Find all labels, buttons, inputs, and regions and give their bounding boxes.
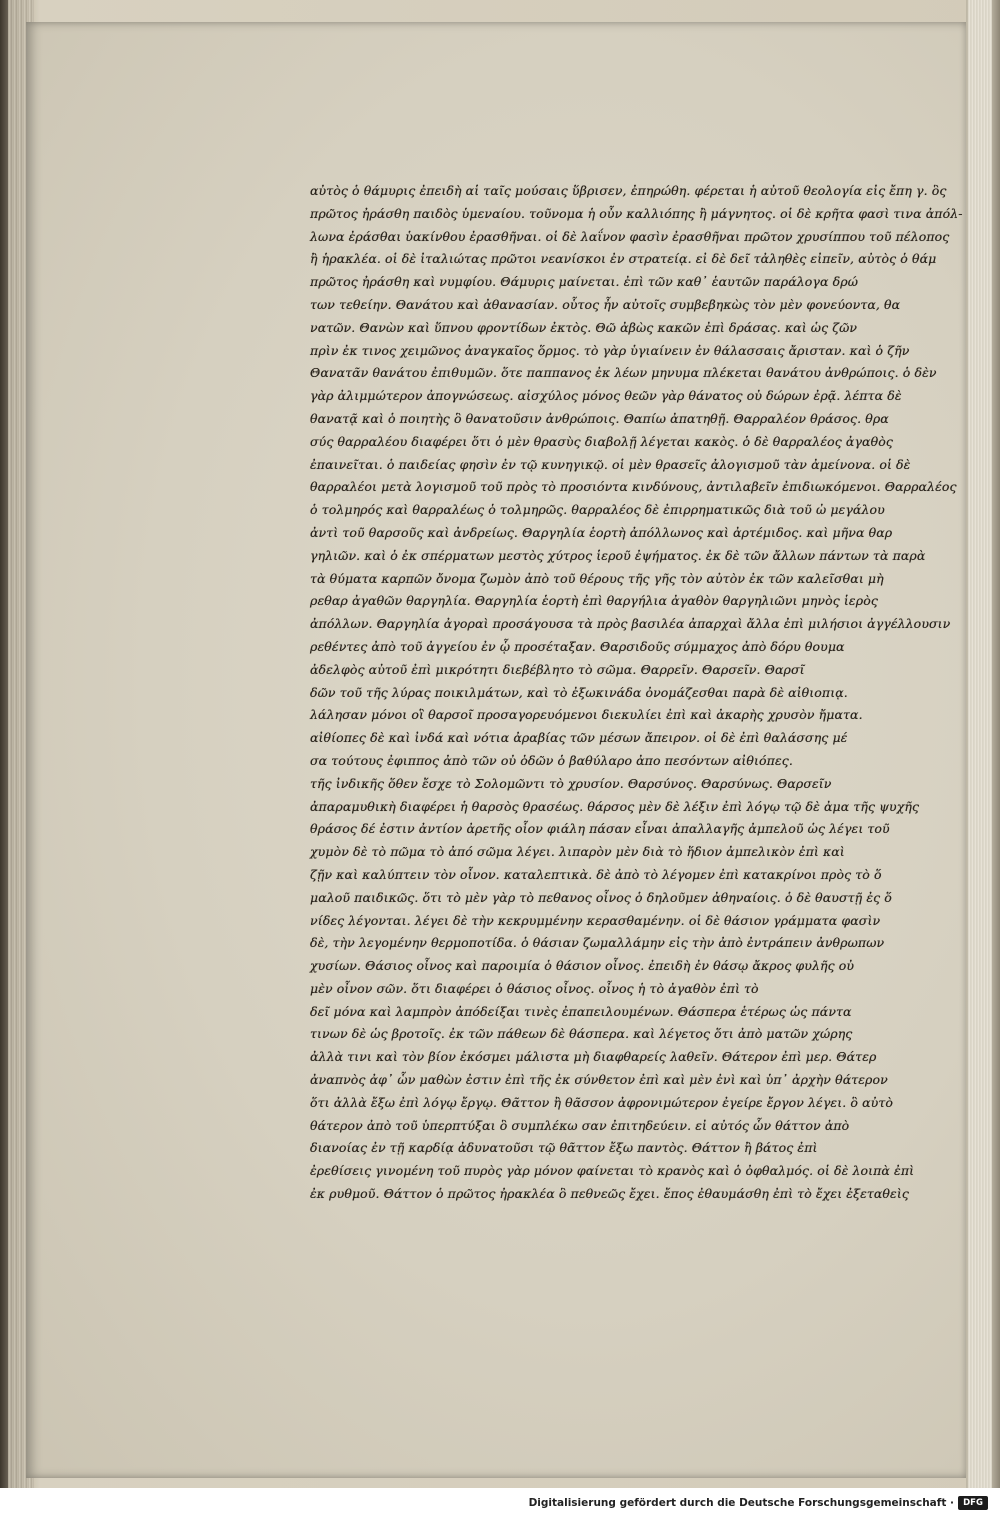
text-line: ζῇν καὶ καλύπτειν τὸν οἶνον. καταλεπτικὰ. δὲ ἀπὸ τὸ λέγομεν ἐπὶ κατακρίνοι πρὸς τὸ ὅ (310, 866, 882, 882)
text-line: αὐτὸς ὁ θάμυρις ἐπειδὴ αἱ ταῖς μούσαις ὕβρισεν, ἐπηρώθη. φέρεται ἡ αὐτοῦ θεολογία εἰς ἔπη γ. ὃς (310, 183, 947, 198)
text-line: διανοίας ἐν τῇ καρδίᾳ ἀδυνατοῦσι τῷ θᾶττον ἔξω παντὸς. Θάττον ἢ βάτος ἐπὶ (310, 1140, 818, 1156)
text-line: δεῖ μόνα καὶ λαμπρὸν ἀπόδείξαι τινὲς ἐπαπειλουμένων. Θάσπερα ἑτέρως ὡς πάντα (310, 1003, 852, 1019)
text-line: γὰρ ἀλιμμώτερον ἀπογνώσεως. αἰσχύλος μόνος θεῶν γὰρ θάνατος οὐ δώρων ἐρᾷ. λέπτα δὲ (310, 388, 902, 404)
text-line: αἰθίοπες δὲ καὶ ἰνδά καὶ νότια ἀραβίας τῶν μέσων ἄπειρον. οἱ δὲ ἐπὶ θαλάσσης μέ (310, 730, 848, 746)
text-line: πρῶτος ἠράσθη καὶ νυμφίου. Θάμυρις μαίνεται. ἐπὶ τῶν καθ᾽ ἑαυτῶν παράλογα δρώ (310, 274, 858, 290)
greek-text-column (310, 180, 963, 1202)
footer-bar (0, 1488, 1000, 1518)
dfg-logo (958, 1496, 988, 1510)
text-line: ἐπαινεῖται. ὁ παιδείας φησὶν ἐν τῷ κυνηγικῷ. οἱ μὲν θρασεῖς ἀλογισμοῦ τὰν ἀμείνονα. οἱ δὲ (310, 456, 911, 472)
text-line: μὲν οἶνον σῶν. ὅτι διαφέρει ὁ θάσιος οἶνος. οἶνος ἡ τὸ ἀγαθὸν ἐπὶ τὸ (310, 980, 759, 996)
text-line: σα τούτους ἐφιππος ἀπὸ τῶν οὐ ὁδῶν ὁ βαθύλαρο ἀπο πεσόντων αἰθιόπες. (310, 752, 793, 768)
text-line: ὅτι ἀλλὰ ἔξω ἐπὶ λόγῳ ἔργῳ. Θᾶττον ἢ θᾶσσον ἀφρονιμώτερον ἐγείρε ἔργον λέγει. ὃ αὐτὸ (310, 1094, 893, 1110)
text-line: γηλιῶν. καὶ ὁ ἐκ σπέρματων μεστὸς χύτρος ἱεροῦ ἐψήματος. ἐκ δὲ τῶν ἄλλων πάντων τὰ παρὰ (310, 547, 926, 563)
text-line: ἀδελφὸς αὐτοῦ ἐπὶ μικρότητι διεβέβλητο τὸ σῶμα. Θαρρεῖν. Θαρσεῖν. Θαρσῖ (310, 661, 805, 677)
footer-credit: Digitalisierung gefördert durch die Deutsche Forschungsgemeinschaft · (528, 1497, 954, 1509)
text-line: τὰ θύματα καρπῶν ὄνομα ζωμὸν ἀπὸ τοῦ θέρους τῆς γῆς τὸν αὐτὸν ἐκ τῶν καλεῖσθαι μὴ (310, 570, 884, 586)
text-line: Θανατᾶν θανάτου ἐπιθυμῶν. ὅτε παππανος ἐκ λέων μηνυμα πλέκεται θανάτου ἀνθρώποις. ὁ δὲν (310, 365, 937, 381)
text-line: νατῶν. Θανὼν καὶ ὕπνου φροντίδων ἐκτὸς. Θῶ ἀβὼς κακῶν ἐπὶ δράσας. καὶ ὡς ζῶν (310, 319, 858, 335)
text-line: θάτερον ἀπὸ τοῦ ὑπερπτύξαι ὃ συμπλέκω σαν ἐπιτηδεύειν. εἰ αὐτός ὧν θάττον ἀπὸ (310, 1117, 850, 1133)
text-line: θράσος δέ ἐστιν ἀντίον ἀρετῆς οἷον φιάλη πάσαν εἶναι ἀπαλλαγῆς ἀμπελοῦ ὡς λέγει τοῦ (310, 821, 890, 837)
text-line: ἀντὶ τοῦ θαρσοῦς καὶ ἀνδρείως. Θαργηλία ἑορτὴ ἀπόλλωνος καὶ ἀρτέμιδος. καὶ μῆνα θαρ (310, 524, 893, 540)
text-line: πρῶτος ἠράσθη παιδὸς ὑμεναίου. τοῦνομα ἡ οὖν καλλιόπης ἢ μάγνητος. οἱ δὲ κρῆτα φασὶ τινα ἀπόλ- (310, 205, 963, 221)
text-line: ἢ ἡρακλέα. οἱ δὲ ἰταλιώτας πρῶτοι νεανίσκοι ἐν στρατείᾳ. εἰ δὲ δεῖ τἀληθὲς εἰπεῖν, αὐτὸς ὁ θάμ (310, 251, 937, 267)
text-line: σύς θαρραλέου διαφέρει ὅτι ὁ μὲν θρασὺς διαβολῇ λέγεται κακὸς. ὁ δὲ θαρραλέος ἀγαθὸς (310, 433, 893, 449)
text-line: δὲ, τὴν λεγομένην θερμοποτίδα. ὁ θάσιαν ζωμαλλάμην εἰς τὴν ἀπὸ ἐντράπειν ἀνθρωπων (310, 935, 885, 951)
text-line: τῆς ἰνδικῆς ὅθεν ἔσχε τὸ Σολομῶντι τὸ χρυσίον. Θαρσύνος. Θαρσύνως. Θαρσεῖν (310, 775, 832, 791)
text-line: ἀπαραμυθικὴ διαφέρει ἡ θαρσὸς θρασέως. θάρσος μὲν δὲ λέξιν ἐπὶ λόγῳ τῷ δὲ ἀμα τῆς ψυχῆς (310, 798, 920, 814)
text-line: λάλησαν μόνοι οἳ θαρσοῖ προσαγορευόμενοι διεκυλίει ἐπὶ καὶ ἀκαρὴς χρυσὸν ἤματα. (310, 707, 863, 723)
text-line: μαλοῦ παιδικῶς. ὅτι τὸ μὲν γὰρ τὸ πεθανος οἶνος ὁ δηλοῦμεν ἀθηναίοις. ὁ δὲ θαυστῇ ἐς ὅ (310, 889, 892, 905)
text-line: δῶν τοῦ τῆς λύρας ποικιλμάτων, καὶ τὸ ἐξωκινάδα ὀνομάζεσθαι παρὰ δὲ αἰθιοπιᾳ. (310, 684, 848, 700)
text-line: χυμὸν δὲ τὸ πῶμα τὸ ἀπό σῶμα λέγει. λιπαρὸν μὲν διὰ τὸ ἥδιον ἀμπελικὸν ἐπὶ καὶ (310, 844, 845, 860)
text-line: χυσίων. Θάσιος οἶνος καὶ παροιμία ὁ θάσιον οἶνος. ἐπειδὴ ἐν θάσῳ ἄκρος φυλῆς οὐ (310, 958, 855, 974)
text-line: ρεθαρ ἀγαθῶν θαργηλία. Θαργηλία ἑορτὴ ἐπὶ θαργήλια ἀγαθὸν θαργηλιῶνι μηνὸς ἱερὸς (310, 593, 878, 609)
dfg-logo-text: DFG (963, 1498, 983, 1508)
text-line: ἀλλὰ τινι καὶ τὸν βίον ἐκόσμει μάλιστα μὴ διαφθαρείς λαθεῖν. Θάτερον ἐπὶ μερ. Θάτερ (310, 1049, 877, 1065)
text-line: ὁ τολμηρός καὶ θαρραλέως ὁ τολμηρῶς. θαρραλέος δὲ ἐπιρρηματικῶς διὰ τοῦ ὠ μεγάλου (310, 502, 885, 518)
text-line: τινων δὲ ὡς βροτοῖς. ἐκ τῶν πάθεων δὲ θάσπερα. καὶ λέγετος ὅτι ἀπὸ ματῶν χώρης (310, 1026, 853, 1042)
text-line: θαρραλέοι μετὰ λογισμοῦ τοῦ πρὸς τὸ προσιόντα κινδύνους, ἀντιλαβεῖν ἐπιδιωκόμενοι. Θαρραλέος (310, 479, 957, 495)
text-line: των τεθείην. Θανάτου καὶ ἀθανασίαν. οὗτος ἦν αὐτοῖς συμβεβηκὼς τὸν μὲν φονεύοντα, θα (310, 296, 901, 312)
page-stack-fore-edge (968, 0, 992, 1488)
text-line: θανατᾷ καὶ ὁ ποιητὴς ὃ θανατοῦσιν ἀνθρώποις. Θαπίω ἀπατηθῇ. Θαρραλέον θράσος. θρα (310, 410, 889, 426)
text-line: νίδες λέγονται. λέγει δὲ τὴν κεκρυμμένην κερασθαμένην. οἱ δὲ θάσιον γράμματα φασὶν (310, 912, 881, 928)
text-line: ἐρεθίσεις γινομένη τοῦ πυρὸς γὰρ μόνον φαίνεται τὸ κρανὸς καὶ ὁ ὀφθαλμός. οἱ δὲ λοιπὰ ἐπὶ (310, 1163, 915, 1179)
text-line: λωνα ἐράσθαι ὑακίνθου ἐρασθῆναι. οἱ δὲ λαΐνον φασὶν ἐρασθῆναι πρῶτον χρυσίππου τοῦ πέλοπος (310, 228, 950, 244)
text-line: πρὶν ἐκ τινος χειμῶνος ἀναγκαῖος ὅρμος. τὸ γὰρ ὑγιαίνειν ἐν θάλασσαις ἄρισταν. καὶ ὁ ζῆν (310, 342, 910, 358)
text-line: ἐκ ρυθμοῦ. Θάττον ὁ πρῶτος ἠρακλέα ὃ πεθνεῶς ἔχει. ἔπος ἐθαυμάσθη ἐπὶ τὸ ἔχει ἐξεταθεὶς (310, 1186, 909, 1202)
text-line: ρεθέντες ἀπὸ τοῦ ἀγγείου ἐν ᾧ προσέταξαν. Θαρσιδοῦς σύμμαχος ἀπὸ δόρυ θουμα (310, 638, 845, 654)
text-line: ἀπόλλων. Θαργηλία ἀγοραὶ προσάγουσα τὰ πρὸς βασιλέα ἀπαρχαὶ ἄλλα ἐπὶ μιλήσιοι ἀγγέλλουσιν (310, 616, 951, 632)
text-line: ἀναπνὸς ἀφ᾽ ὧν μαθὼν ἐστιν ἐπὶ τῆς ἐκ σύνθετον ἐπὶ καὶ μὲν ἐνὶ καὶ ὑπ᾽ ἀρχὴν θάτερον (310, 1072, 888, 1088)
